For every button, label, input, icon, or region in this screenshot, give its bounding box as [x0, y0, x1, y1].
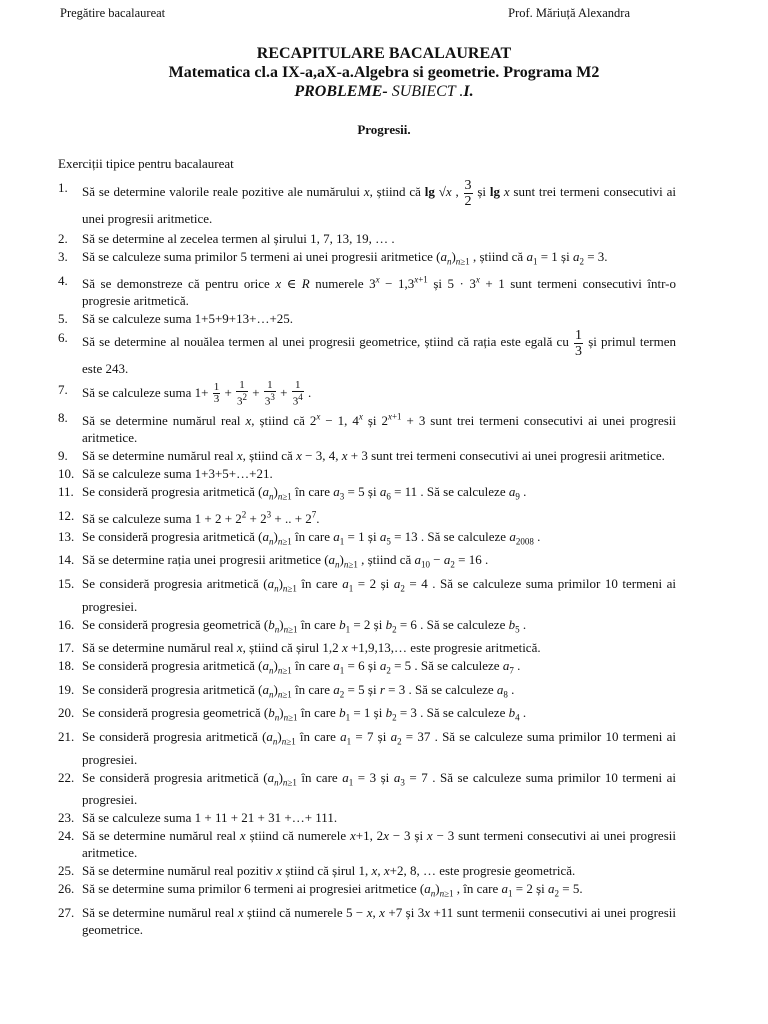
exercise-item [58, 310, 676, 327]
exercise-item [58, 657, 676, 680]
subject-light: SUBIECT . [391, 83, 464, 100]
exercise-text: Se consideră progresia aritmetică $(a_n)_{n\ge 1}$ în care $a_1 = 7$ și $a_2 = 37$ . Să se calculeze suma primilor 10 termeni ai progresiei. [82, 728, 676, 767]
exercise-text: Se consideră progresia aritmetică $(a_n)_{n\ge 1}$ în care $a_1 = 6$ și $a_2 = 5$ . Să se calculeze $a_7$ . [82, 658, 521, 676]
exercise-item [58, 681, 676, 704]
exercise-number: 2. [58, 231, 68, 246]
exercise-list [58, 178, 676, 939]
exercise-item [58, 272, 676, 309]
exercise-item [58, 551, 676, 574]
subject-end: I. [463, 83, 474, 100]
exercise-number: 8. [58, 409, 68, 425]
title-block [0, 44, 768, 101]
exercise-number: 17. [58, 640, 75, 656]
exercise-item [58, 380, 676, 408]
exercise-number: 22. [58, 769, 75, 785]
exercise-item [58, 639, 676, 656]
exercise-number: 20. [58, 705, 75, 721]
exercise-item [58, 704, 676, 727]
subject-line [0, 82, 768, 101]
exercise-item [58, 528, 676, 551]
exercise-number: 25. [58, 863, 75, 879]
exercise-text: Să se determine numărul real x, știind că $2^x - 1$, 4$^x$ și $2^{x+1} + 3$ sunt trei termeni consecutivi ai unei progresii aritmetice. [82, 411, 677, 445]
header-author: Prof. Măriuță Alexandra [508, 6, 630, 20]
exercise-item [58, 230, 676, 247]
exercise-number: 6. [58, 329, 68, 345]
exercise-text: Să se calculeze suma 1+3+5+…+21. [82, 465, 273, 481]
exercise-number: 21. [58, 728, 75, 744]
exercise-number: 5. [58, 310, 68, 326]
exercise-number: 23. [58, 810, 75, 826]
exercise-text: Se consideră progresia aritmetică $(a_n)_{n\ge 1}$ în care $a_2 = 5$ și r = 3 . Să se calculeze $a_8$ . [82, 681, 515, 700]
exercise-text: Să se calculeze suma 1+5+9+13+…+25. [82, 310, 294, 326]
exercise-text: Să se determine rația unei progresii aritmetice $(a_n)_{n\ge 1}$ , știind că $a_{10} - a_2 = 16$ . [82, 552, 489, 571]
exercise-text: Să se calculeze suma primilor 5 termeni ai unei progresii aritmetice $(a_n)_{n\ge 1}$ , știind că $a_1 = 1$ și $a_2 = 3$. [82, 249, 608, 267]
exercise-number: 13. [58, 528, 75, 544]
exercise-text: Să se demonstreze că pentru orice x ∈ R numerele $3^x - 1,3^{x+1}$ și $5 \cdot 3^x + 1$ sunt termeni consecutivi într-o progresie aritmetică. [82, 274, 676, 308]
exercise-text: Să se calculeze suma $1 + 2 + 2^2 + 2^3$ + .. + $2^7$. [82, 509, 320, 526]
exercise-item [58, 447, 676, 464]
main-title: RECAPITULARE BACALAUREAT [256, 45, 512, 62]
exercise-number: 4. [58, 272, 68, 288]
subtitle: Matematica cl.a IX-a,aX-a.Algebra si geometrie. Programa M2 [168, 64, 600, 81]
exercise-number: 24. [58, 828, 75, 844]
exercise-item [58, 827, 676, 861]
exercise-number: 11. [58, 483, 74, 499]
exercise-item [58, 465, 676, 482]
exercise-number: 9. [58, 447, 68, 463]
exercise-item [58, 904, 676, 938]
section-heading: Progresii. [357, 122, 411, 137]
exercise-text: Să se determine numărul real x știind că numerele x+1, 2x − 3 și x − 3 sunt termeni consecutivi ai unei progresii aritmetice. [82, 828, 676, 861]
exercise-item [58, 507, 676, 527]
exercise-text: Să se calculeze suma 1+ $\frac{1}{3}$ + $\frac{1}{3^2}$ + $\frac{1}{3^3}$ + $\frac{1}{3^4}$ . [82, 378, 312, 408]
exercise-text: Se consideră progresia aritmetică $(a_n)_{n\ge 1}$ în care $a_1 = 1$ și $a_5 = 13$ . Să se calculeze $a_{2008}$ . [82, 528, 541, 547]
exercise-item [58, 178, 676, 229]
subject-bold: PROBLEME- [294, 83, 388, 100]
exercise-number: 3. [58, 249, 68, 264]
exercise-item [58, 809, 676, 826]
exercise-number: 1. [58, 180, 68, 195]
exercise-text: Să se determine numărul real pozitiv x știind că șirul 1, x, x+2, 8, … este progresie geometrică. [82, 863, 576, 879]
exercise-number: 7. [58, 381, 68, 397]
exercise-item [58, 483, 676, 506]
exercise-item [58, 409, 676, 446]
exercise-text: Să se determine al nouălea termen al unei progresii geometrice, știind că rația este egală cu $\frac{1}{3}$ și primul termen este 243. [82, 327, 676, 376]
exercise-item [58, 248, 676, 271]
exercise-text: Să se calculeze suma 1 + 11 + 21 + 31 +…+ 111. [82, 810, 338, 826]
exercise-item [58, 728, 676, 768]
exercise-text: Să se determine numărul real x, știind că șirul 1,2 x +1,9,13,… este progresie aritmetică. [82, 640, 541, 656]
exercise-text: Să se determine numărul real x, știind că x − 3, 4, x + 3 sunt trei termeni consecutivi ai unei progresii aritmetice. [82, 447, 665, 463]
exercise-item [58, 769, 676, 809]
exercise-text: Să se determine suma primilor 6 termeni ai progresiei aritmetice $(a_n)_{n\ge 1}$ , în care $a_1 = 2$ și $a_2 = 5$. [82, 881, 583, 899]
exercise-number: 27. [58, 904, 75, 920]
exercise-item [58, 575, 676, 615]
exercise-number: 15. [58, 576, 75, 592]
exercise-text: Să se determine al zecelea termen al șirului 1, 7, 13, 19, … . [82, 231, 395, 246]
exercise-text: Se consideră progresia aritmetică $(a_n)_{n\ge 1}$ în care $a_1 = 3$ și $a_3 = 7$ . Să se calculeze suma primilor 10 termeni ai progresiei. [82, 769, 676, 808]
exercise-text: Se consideră progresia geometrică $(b_n)_{n\ge 1}$ în care $b_1 = 2$ și $b_2 = 6$ . Să se calculeze $b_5$ . [82, 616, 527, 635]
exercise-number: 14. [58, 552, 75, 568]
exercise-item [58, 328, 676, 379]
intro-text: Exerciții tipice pentru bacalaureat [58, 156, 234, 171]
exercise-item [58, 880, 676, 903]
exercise-text: Se consideră progresia aritmetică $(a_n)_{n\ge 1}$ în care $a_1 = 2$ și $a_2 = 4$ . Să se calculeze suma primilor 10 termeni ai progresiei. [82, 576, 676, 614]
exercise-number: 26. [58, 881, 75, 897]
exercise-text: Se consideră progresia aritmetică $(a_n)_{n\ge 1}$ în care $a_3 = 5$ și $a_6 = 11$ . Să se calculeze $a_9$ . [82, 483, 527, 502]
exercise-number: 19. [58, 681, 75, 697]
exercise-number: 10. [58, 465, 75, 481]
exercise-text: Se consideră progresia geometrică $(b_n)_{n\ge 1}$ în care $b_1 = 1$ și $b_2 = 3$ . Să se calculeze $b_4$ . [82, 705, 527, 723]
page-header [60, 6, 630, 24]
exercise-text: Să se determine numărul real x știind că numerele 5 − x, x +7 și 3x +11 sunt termenii consecutivi ai unei progresii geometrice. [82, 904, 677, 937]
exercise-number: 16. [58, 616, 75, 632]
header-left: Pregătire bacalaureat [60, 6, 166, 20]
exercise-number: 18. [58, 658, 75, 674]
exercise-item [58, 616, 676, 639]
exercise-item [58, 862, 676, 879]
exercise-text: Să se determine valorile reale pozitive ale numărului x, știind că lg √x , $\frac{3}{2}$ și lg x sunt trei termeni consecutivi ai unei progresii aritmetice. [82, 178, 676, 226]
exercise-number: 12. [58, 507, 75, 523]
